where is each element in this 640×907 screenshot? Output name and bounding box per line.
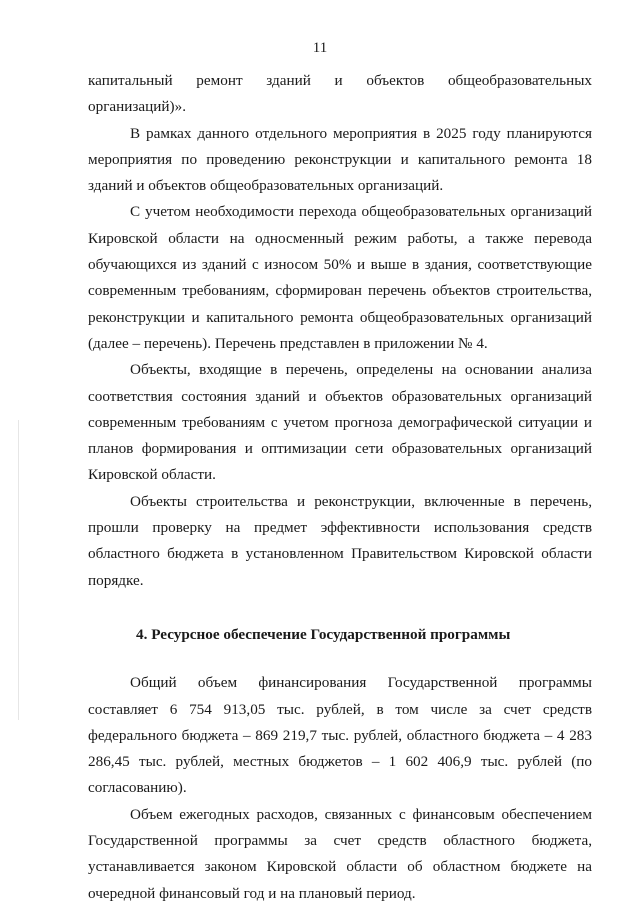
paragraph: Объем ежегодных расходов, связанных с финансовым обеспечением Государственной программы за счет средств областного бюджета, устанавливается законом Кировской области об областном бюджете на очередной финансовый год и на плановый период. (88, 805, 592, 902)
paragraph: Объекты строительства и реконструкции, включенные в перечень, прошли проверку на предмет эффективности использования средств областного бюджета в установленном Правительством Кировской области порядке. (88, 492, 592, 589)
scan-artifact-line (18, 420, 19, 720)
paragraph-continuation: капитальный ремонт зданий и объектов общеобразовательных организаций)». (88, 72, 592, 116)
section-heading: 4. Ресурсное обеспечение Государственной программы (136, 625, 511, 643)
paragraph: Объекты, входящие в перечень, определены на основании анализа соответствия состояния зданий и объектов образовательных организаций современным требованиям с учетом прогноза демографической ситуации и планов формирования и оптимизации сети образовательных организаций Кировской области. (88, 361, 592, 484)
page-number: 11 (312, 40, 328, 56)
paragraph: С учетом необходимости перехода общеобразовательных организаций Кировской области на односменный режим работы, а также перевода обучающихся из зданий с износом 50% и выше в здания, соответствующие современным требованиям, сформирован перечень объектов строительства, реконструкции и капитального ремонта общеобразовательных организаций (далее – перечень). Перечень представлен в приложении № 4. (88, 203, 592, 352)
paragraph: В рамках данного отдельного мероприятия в 2025 году планируются мероприятия по проведению реконструкции и капитального ремонта 18 зданий и объектов общеобразовательных организаций. (88, 124, 592, 195)
paragraph: Общий объем финансирования Государственной программы составляет 6 754 913,05 тыс. рублей, в том числе за счет средств федерального бюджета – 869 219,7 тыс. рублей, областного бюджета – 4 283 286,45 тыс. рублей, местных бюджетов – 1 602 406,9 тыс. рублей (по согласованию). (88, 674, 592, 797)
document-body (88, 68, 592, 907)
